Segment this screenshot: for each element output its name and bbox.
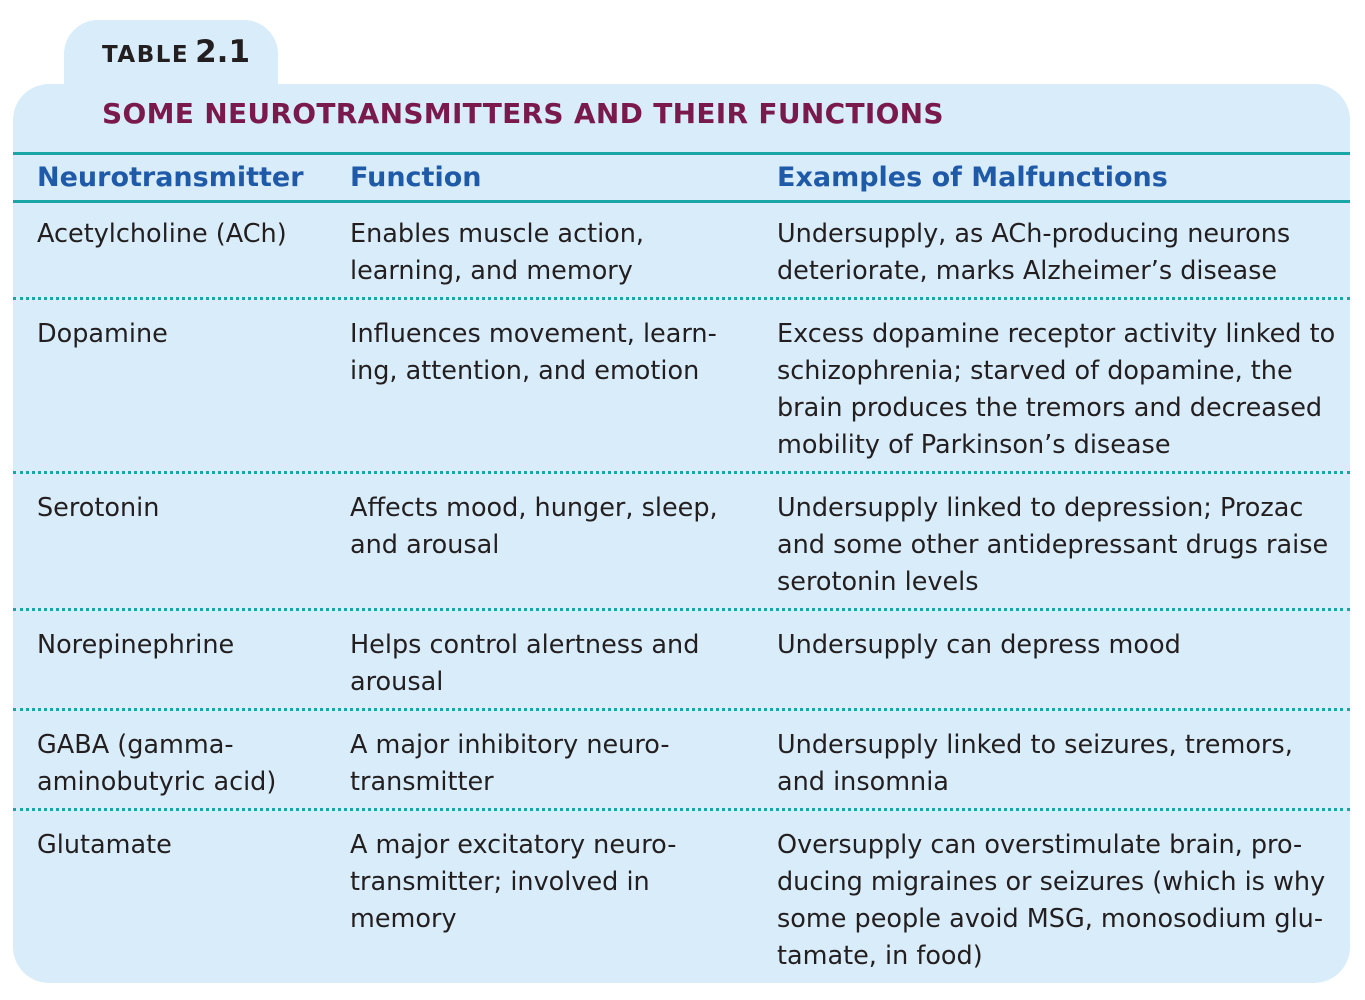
header-rule <box>13 200 1350 203</box>
cell-line: GABA (gamma- <box>37 730 234 760</box>
cell-line: mobility of Parkinson’s disease <box>777 430 1171 460</box>
top-rule <box>13 152 1350 155</box>
cell-malfunction <box>777 316 1335 464</box>
cell-neurotransmitter <box>37 316 168 353</box>
cell-line: brain produces the tremors and decreased <box>777 393 1323 423</box>
cell-malfunction <box>777 490 1328 601</box>
cell-line: Undersupply, as ACh-producing neurons <box>777 219 1291 249</box>
cell-line: ing, attention, and emotion <box>350 356 700 386</box>
cell-line: and insomnia <box>777 767 949 797</box>
cell-function <box>350 627 699 701</box>
cell-line: serotonin levels <box>777 567 979 597</box>
cell-function <box>350 727 670 801</box>
cell-function <box>350 490 718 564</box>
cell-line: A major inhibitory neuro- <box>350 730 670 760</box>
cell-line: memory <box>350 904 457 934</box>
cell-malfunction <box>777 216 1290 290</box>
cell-line: ducing migraines or seizures (which is why <box>777 867 1326 897</box>
column-header-neurotransmitter: Neurotransmitter <box>37 162 304 193</box>
cell-line: A major excitatory neuro- <box>350 830 677 860</box>
table-label-word: TABLE <box>102 42 190 68</box>
cell-line: aminobutyric acid) <box>37 767 277 797</box>
cell-line: some people avoid MSG, monosodium glu- <box>777 904 1324 934</box>
cell-line: transmitter <box>350 767 494 797</box>
cell-neurotransmitter <box>37 490 159 527</box>
column-header-function: Function <box>350 162 482 193</box>
row-separator <box>13 708 1350 711</box>
cell-line: learning, and memory <box>350 256 633 286</box>
cell-line: Oversupply can overstimulate brain, pro- <box>777 830 1303 860</box>
row-separator <box>13 808 1350 811</box>
cell-line: transmitter; involved in <box>350 867 650 897</box>
cell-function <box>350 316 717 390</box>
cell-neurotransmitter <box>37 627 234 664</box>
cell-neurotransmitter <box>37 216 287 253</box>
cell-line: arousal <box>350 667 444 697</box>
cell-line: Helps control alertness and <box>350 630 700 660</box>
row-separator <box>13 297 1350 300</box>
cell-line: tamate, in food) <box>777 941 983 971</box>
cell-line: Excess dopamine receptor activity linked to <box>777 319 1336 349</box>
cell-neurotransmitter <box>37 727 276 801</box>
cell-line: Affects mood, hunger, sleep, <box>350 493 718 523</box>
cell-line: Acetylcholine (ACh) <box>37 219 287 249</box>
cell-line: Undersupply linked to depression; Prozac <box>777 493 1304 523</box>
cell-line: Norepinephrine <box>37 630 235 660</box>
cell-line: and arousal <box>350 530 500 560</box>
cell-line: Influences movement, learn- <box>350 319 717 349</box>
cell-malfunction <box>777 827 1325 975</box>
cell-line: Dopamine <box>37 319 168 349</box>
cell-malfunction <box>777 727 1293 801</box>
cell-line: schizophrenia; starved of dopamine, the <box>777 356 1293 386</box>
cell-line: Undersupply linked to seizures, tremors, <box>777 730 1293 760</box>
row-separator <box>13 608 1350 611</box>
table-label-number: 2.1 <box>195 34 251 70</box>
cell-line: Serotonin <box>37 493 160 523</box>
cell-line: deteriorate, marks Alzheimer’s disease <box>777 256 1278 286</box>
cell-line: Glutamate <box>37 830 172 860</box>
column-header-malfunctions: Examples of Malfunctions <box>777 162 1168 193</box>
cell-line: Undersupply can depress mood <box>777 630 1181 660</box>
cell-malfunction <box>777 627 1181 664</box>
cell-function <box>350 827 676 938</box>
table-number-label <box>102 32 250 72</box>
cell-function <box>350 216 644 290</box>
table-title: SOME NEUROTRANSMITTERS AND THEIR FUNCTIONS <box>102 97 944 130</box>
row-separator <box>13 471 1350 474</box>
cell-line: and some other antidepressant drugs raise <box>777 530 1329 560</box>
cell-neurotransmitter <box>37 827 172 864</box>
cell-line: Enables muscle action, <box>350 219 645 249</box>
